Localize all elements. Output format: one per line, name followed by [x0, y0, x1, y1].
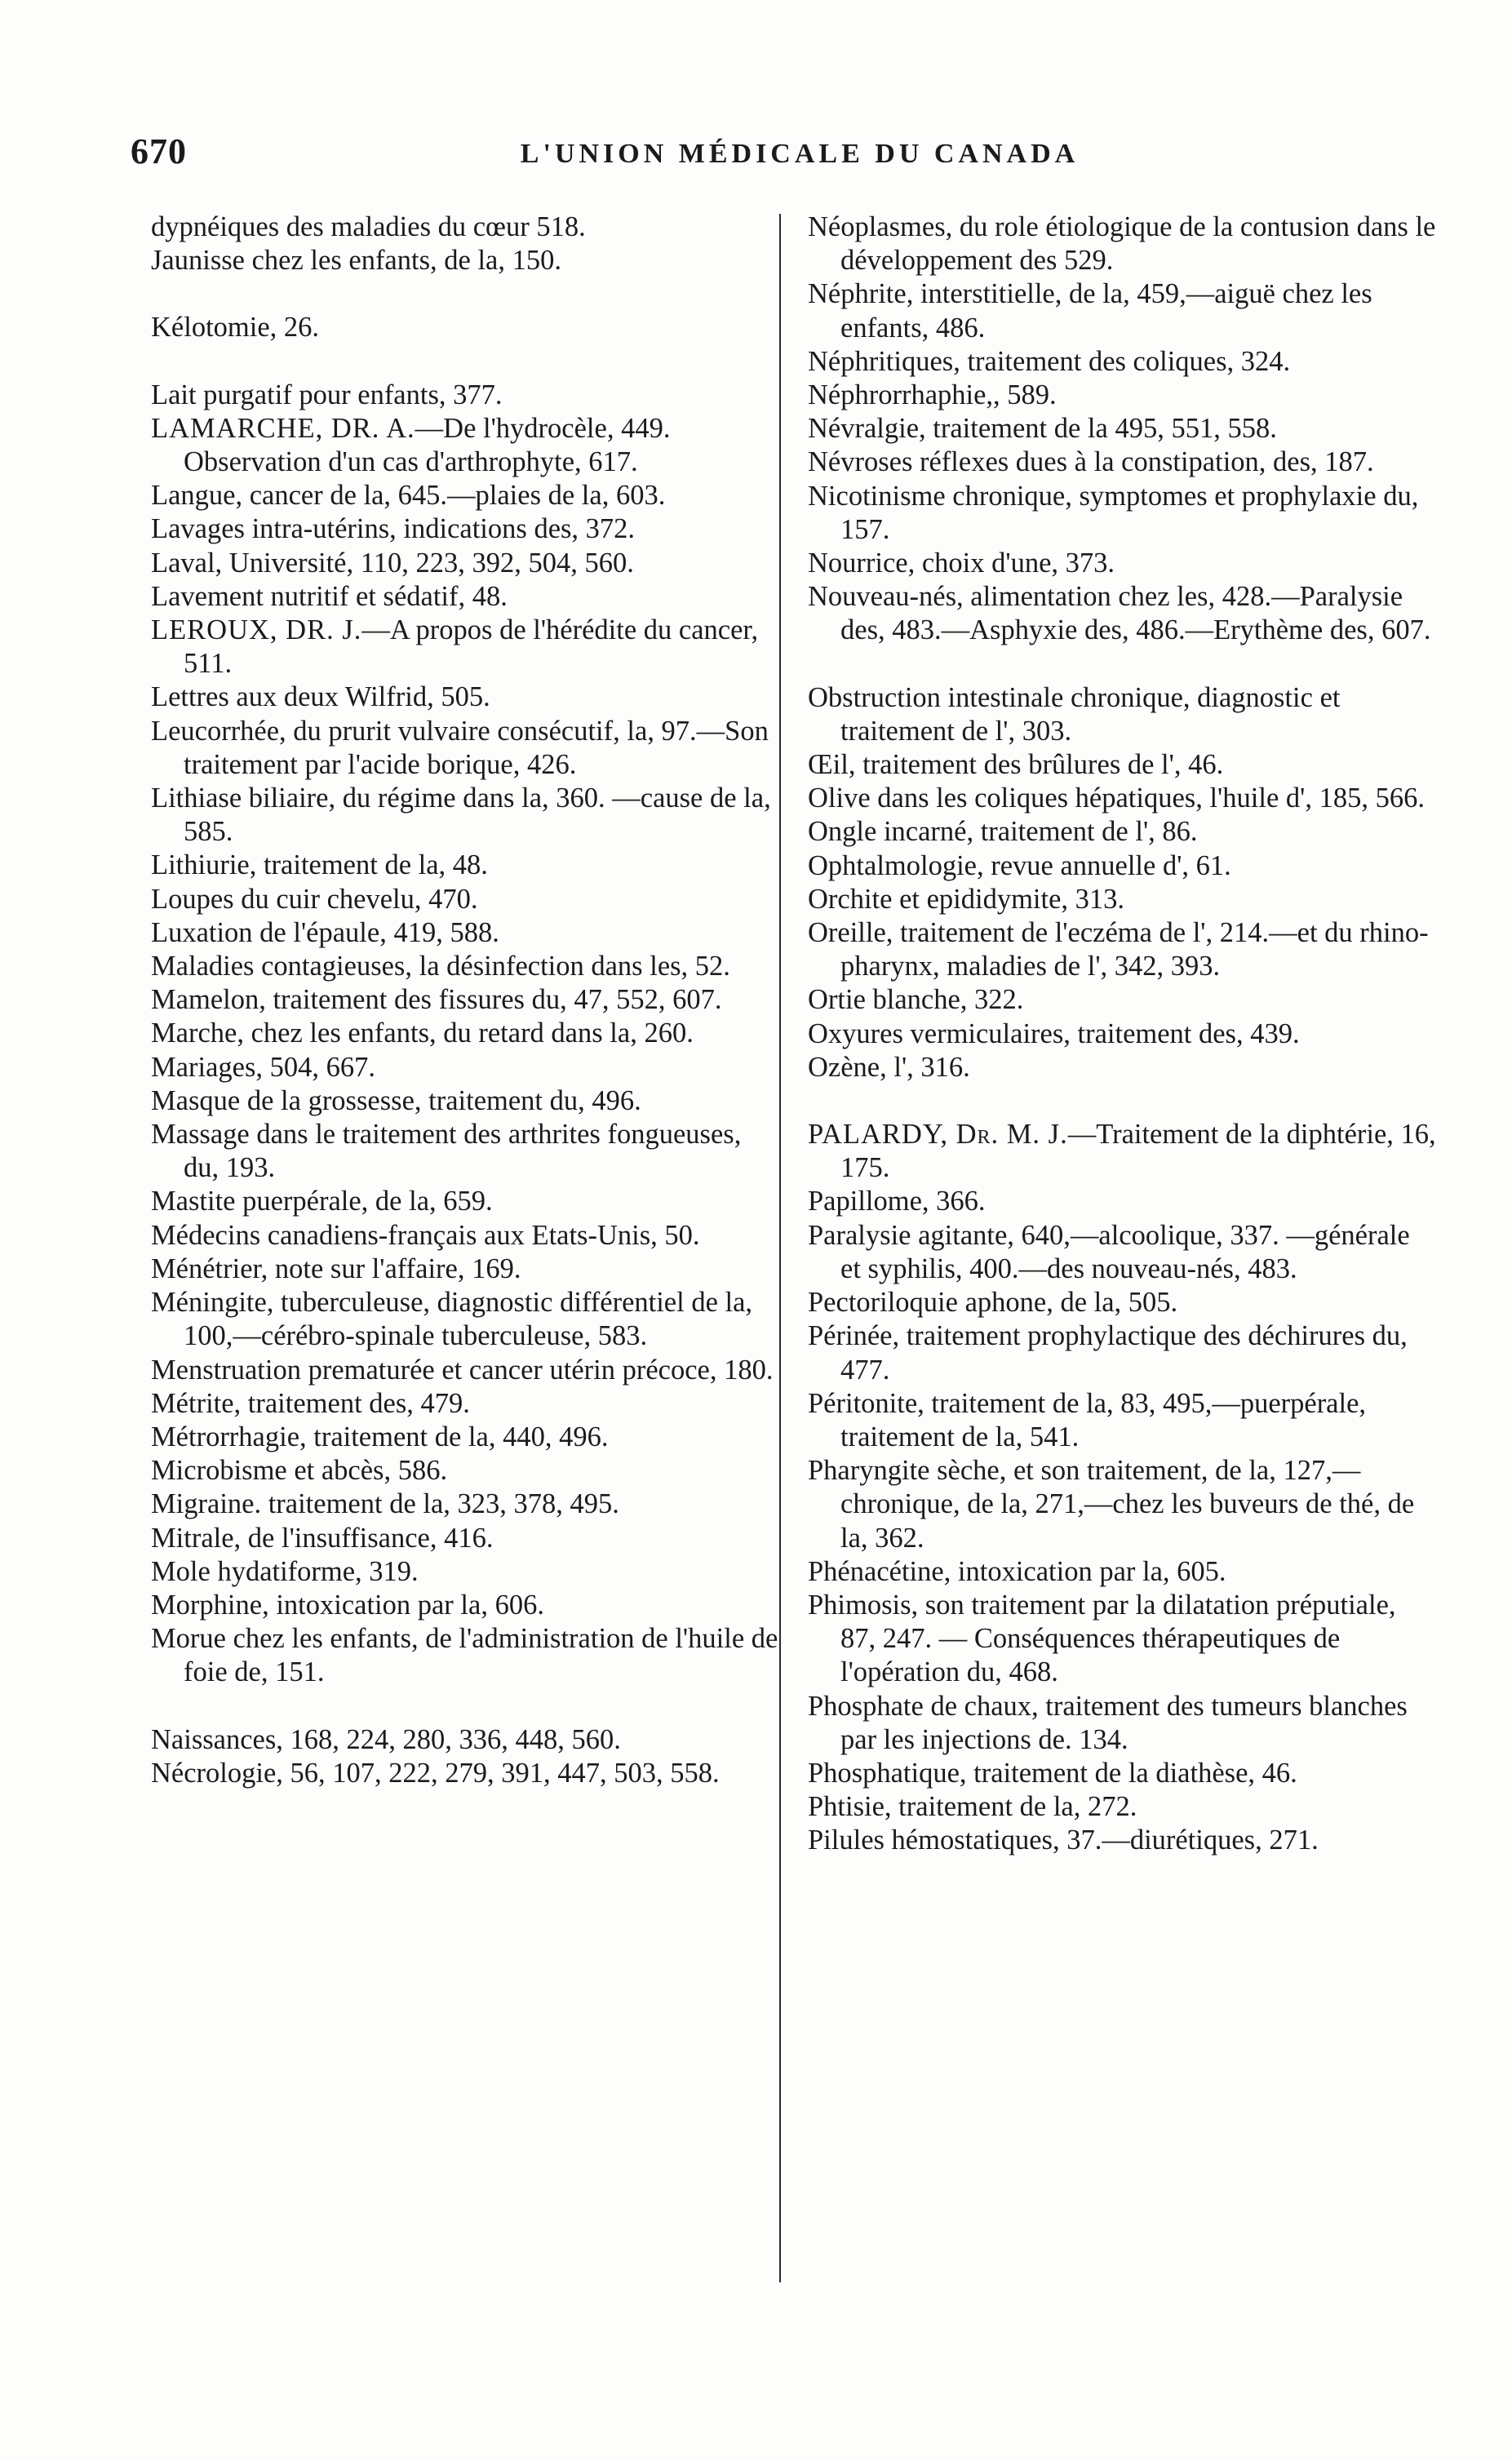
index-entry [151, 715, 779, 782]
index-entry [151, 1522, 779, 1555]
running-title: L'UNION MÉDICALE DU CANADA [520, 139, 1080, 169]
index-entry [151, 211, 779, 244]
entry-text: —Traitement de la diphtérie, 16, 175. [840, 1119, 1436, 1184]
index-entry [151, 1118, 779, 1185]
index-entry [151, 379, 779, 412]
entry-text: Mastite puerpérale, de la, 659. [151, 1186, 493, 1217]
index-entry [151, 1454, 779, 1488]
entry-text: Métrorrhagie, traitement de la, 440, 496. [151, 1421, 609, 1452]
index-entry [151, 1757, 779, 1790]
entry-text: Massage dans le traitement des arthrites fongueuses, du, 193. [151, 1119, 742, 1184]
entry-text: Ortie blanche, 322. [808, 984, 1024, 1016]
entry-text: dypnéiques des maladies du cœur 518. [151, 211, 586, 242]
index-entry [808, 1387, 1436, 1454]
entry-text: Phimosis, son traitement par la dilatation préputiale, 87, 247. — Conséquences thérapeutiques de l'opération du, 468. [808, 1589, 1396, 1688]
index-entry [151, 1421, 779, 1454]
entry-text: Ozène, l', 316. [808, 1051, 970, 1083]
entry-text: Leucorrhée, du prurit vulvaire consécutif, la, 97.—Son traitement par l'acide borique, 426. [151, 715, 769, 780]
index-entry [808, 580, 1436, 647]
index-entry [808, 277, 1436, 344]
index-column-right [808, 211, 1436, 1858]
index-entry [151, 1589, 779, 1622]
index-entry [808, 1555, 1436, 1589]
entry-text: Lavages intra-utérins, indications des, 372. [151, 513, 636, 545]
entry-text: Néphritiques, traitement des coliques, 324. [808, 345, 1291, 377]
index-entry [808, 1454, 1436, 1555]
entry-text: —A propos de l'hérédite du cancer, 511. [184, 614, 759, 680]
index-entry [151, 1219, 779, 1253]
entry-text: Pharyngite sèche, et son traitement, de la, 127,—chronique, de la, 271,—chez les buveurs de thé, de la, 362. [808, 1455, 1415, 1554]
index-entry [808, 446, 1436, 479]
index-entry [151, 782, 779, 849]
entry-text: Lithiurie, traitement de la, 48. [151, 849, 488, 881]
index-entry [808, 1219, 1436, 1286]
entry-text: Méningite, tuberculeuse, diagnostic différentiel de la, 100,—cérébro-spinale tuberculeuse, 583. [151, 1287, 753, 1352]
entry-text: Menstruation prematurée et cancer utérin précoce, 180. [151, 1354, 774, 1386]
entry-text: Loupes du cuir chevelu, 470. [151, 883, 478, 915]
page-number: 670 [131, 131, 187, 171]
index-entry [151, 1051, 779, 1084]
entry-text: Morue chez les enfants, de l'administration de l'huile de foie de, 151. [151, 1623, 778, 1688]
index-entry [151, 681, 779, 714]
index-entry [151, 512, 779, 546]
index-entry [151, 1017, 779, 1050]
entry-text: Maladies contagieuses, la désinfection dans les, 52. [151, 951, 730, 982]
entry-text: Papillome, 366. [808, 1186, 986, 1217]
index-entry [808, 1051, 1436, 1084]
entry-text: Névralgie, traitement de la 495, 551, 558. [808, 413, 1277, 445]
entry-text: Naissances, 168, 224, 280, 336, 448, 560. [151, 1723, 621, 1755]
entry-text: Lithiase biliaire, du régime dans la, 360. —cause de la, 585. [151, 783, 771, 848]
index-entry [808, 883, 1436, 916]
index-entry [808, 412, 1436, 446]
index-entry [808, 211, 1436, 277]
entry-text: Laval, Université, 110, 223, 392, 504, 560. [151, 547, 634, 579]
index-entry [151, 1354, 779, 1387]
entry-text: Olive dans les coliques hépatiques, l'huile d', 185, 566. [808, 783, 1425, 814]
index-entry [808, 681, 1436, 748]
entry-text: Œil, traitement des brûlures de l', 46. [808, 749, 1224, 781]
index-entry [808, 1790, 1436, 1824]
index-entry [808, 345, 1436, 379]
index-entry [808, 849, 1436, 883]
index-entry [808, 1018, 1436, 1051]
entry-text: Mole hydatiforme, 319. [151, 1555, 419, 1587]
index-entry [151, 1253, 779, 1286]
index-entry [808, 547, 1436, 580]
entry-text: Névroses réflexes dues à la constipation, des, 187. [808, 446, 1374, 478]
index-entry [151, 916, 779, 950]
entry-text: Néoplasmes, du role étiologique de la contusion dans le développement des 529. [808, 211, 1436, 277]
entry-text: Microbisme et abcès, 586. [151, 1455, 448, 1487]
column-divider [779, 214, 781, 2282]
index-entry [151, 1084, 779, 1118]
entry-text: Migraine. traitement de la, 323, 378, 495. [151, 1488, 619, 1520]
index-entry [808, 480, 1436, 547]
entry-text: Pilules hémostatiques, 37.—diurétiques, 271. [808, 1825, 1319, 1856]
index-entry [151, 412, 779, 479]
entry-text: Phosphate de chaux, traitement des tumeurs blanches par les injections de. 134. [808, 1690, 1408, 1755]
entry-text: Phtisie, traitement de la, 272. [808, 1791, 1137, 1823]
entry-text: Nécrologie, 56, 107, 222, 279, 391, 447, 503, 558. [151, 1757, 720, 1789]
index-entry [151, 580, 779, 614]
entry-text: Morphine, intoxication par la, 606. [151, 1589, 544, 1621]
entry-text: Paralysie agitante, 640,—alcoolique, 337. —générale et syphilis, 400.—des nouveau-nés, 483. [808, 1219, 1410, 1284]
entry-text: Nouveau-nés, alimentation chez les, 428.—Paralysie des, 483.—Asphyxie des, 486.—Erythème des, 607. [808, 581, 1431, 646]
entry-text: Kélotomie, 26. [151, 312, 320, 344]
entry-text: Périnée, traitement prophylactique des déchirures du, 477. [808, 1320, 1408, 1386]
entry-text: Oxyures vermiculaires, traitement des, 439. [808, 1018, 1300, 1049]
entry-text: Lettres aux deux Wilfrid, 505. [151, 681, 490, 713]
entry-text: Langue, cancer de la, 645.—plaies de la, 603. [151, 480, 666, 512]
index-entry [808, 1824, 1436, 1857]
index-entry [808, 1118, 1436, 1185]
entry-text: Médecins canadiens-français aux Etats-Unis, 50. [151, 1219, 700, 1251]
index-entry [151, 1622, 779, 1689]
entry-text: Péritonite, traitement de la, 83, 495,—puerpérale, traitement de la, 541. [808, 1387, 1367, 1452]
entry-text: Mariages, 504, 667. [151, 1051, 375, 1083]
entry-text: —De l'hydrocèle, 449. Observation d'un cas d'arthrophyte, 617. [184, 412, 671, 478]
index-entry [808, 1185, 1436, 1218]
index-entry [151, 479, 779, 512]
entry-text: Phosphatique, traitement de la diathèse, 46. [808, 1757, 1297, 1789]
index-entry [151, 547, 779, 580]
author-name: LAMARCHE, DR. A. [151, 412, 415, 444]
entry-text: Phénacétine, intoxication par la, 605. [808, 1555, 1226, 1587]
index-entry [808, 782, 1436, 815]
entry-text: Métrite, traitement des, 479. [151, 1387, 470, 1419]
author-name: LEROUX, DR. J. [151, 614, 362, 646]
index-entry [808, 1690, 1436, 1757]
index-entry [151, 1723, 779, 1757]
index-entry [151, 244, 779, 277]
index-entry [808, 983, 1436, 1017]
index-entry [151, 1286, 779, 1353]
entry-text: Jaunisse chez les enfants, de la, 150. [151, 245, 561, 277]
entry-text: Marche, chez les enfants, du retard dans la, 260. [151, 1018, 694, 1049]
entry-text: Ophtalmologie, revue annuelle d', 61. [808, 849, 1231, 881]
entry-text: Obstruction intestinale chronique, diagnostic et traitement de l', 303. [808, 681, 1341, 747]
entry-text: Mamelon, traitement des fissures du, 47, 552, 607. [151, 984, 722, 1016]
index-entry [808, 748, 1436, 782]
entry-text: Masque de la grossesse, traitement du, 496. [151, 1084, 641, 1116]
index-entry [151, 1488, 779, 1521]
index-entry [808, 1589, 1436, 1690]
entry-text: Nourrice, choix d'une, 373. [808, 548, 1115, 579]
index-entry [808, 916, 1436, 983]
entry-text: Lavement nutritif et sédatif, 48. [151, 580, 508, 612]
entry-text: Néphrite, interstitielle, de la, 459,—aiguë chez les enfants, 486. [808, 278, 1372, 344]
index-entry [151, 883, 779, 916]
index-entry [151, 849, 779, 882]
author-name: PALARDY, Dr. M. J. [808, 1119, 1068, 1151]
index-entry [808, 1757, 1436, 1790]
entry-text: Ongle incarné, traitement de l', 86. [808, 816, 1198, 848]
index-entry [808, 1319, 1436, 1386]
entry-text: Oreille, traitement de l'eczéma de l', 214.—et du rhino-pharynx, maladies de l', 342, 393. [808, 917, 1429, 982]
index-entry [151, 1185, 779, 1218]
entry-text: Mitrale, de l'insuffisance, 416. [151, 1522, 494, 1554]
entry-text: Orchite et epididymite, 313. [808, 883, 1125, 915]
entry-text: Ménétrier, note sur l'affaire, 169. [151, 1253, 521, 1284]
index-entry [808, 379, 1436, 412]
index-entry [808, 815, 1436, 849]
entry-text: Lait purgatif pour enfants, 377. [151, 379, 503, 410]
index-entry [151, 983, 779, 1017]
entry-text: Nicotinisme chronique, symptomes et prophylaxie du, 157. [808, 480, 1419, 545]
index-entry [151, 950, 779, 983]
index-entry [151, 311, 779, 344]
entry-text: Pectoriloquie aphone, de la, 505. [808, 1287, 1178, 1319]
index-entry [151, 1387, 779, 1421]
index-entry [151, 614, 779, 681]
index-column-left [151, 211, 779, 1790]
index-entry [151, 1555, 779, 1589]
entry-text: Luxation de l'épaule, 419, 588. [151, 916, 499, 948]
index-entry [808, 1286, 1436, 1319]
entry-text: Néphrorrhaphie,, 589. [808, 379, 1057, 411]
